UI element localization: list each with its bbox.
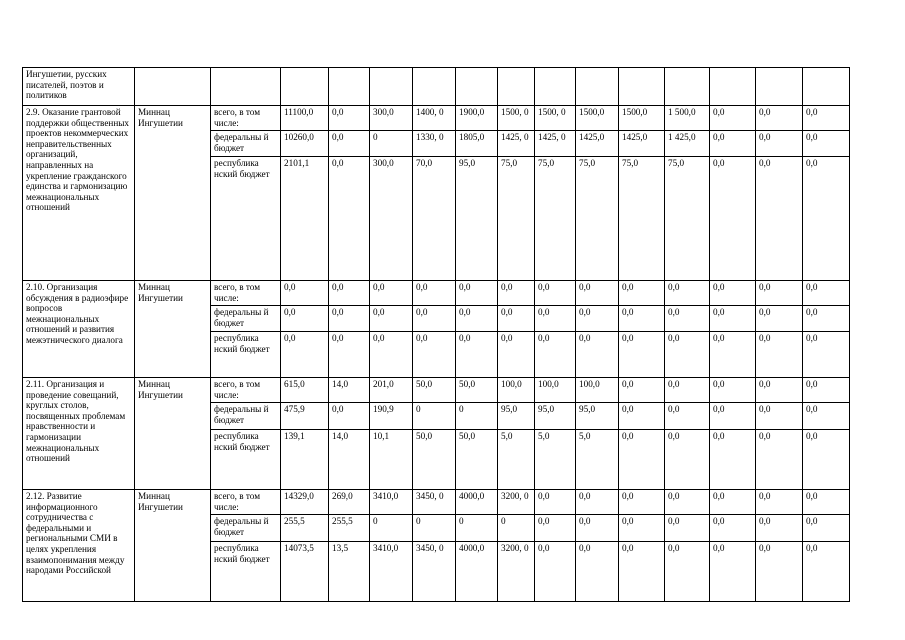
value-cell: 75,0 <box>535 157 576 281</box>
value-cell: 0,0 <box>329 106 370 131</box>
value-cell: 0,0 <box>665 515 710 542</box>
value-cell: 0,0 <box>576 515 619 542</box>
funding-source-cell: республика нский бюджет <box>211 430 281 490</box>
value-cell: 1425,0 <box>576 131 619 157</box>
value-cell: 0,0 <box>803 378 850 403</box>
value-cell: 0,0 <box>619 281 665 306</box>
value-cell: 0,0 <box>803 306 850 332</box>
value-cell: 0,0 <box>535 306 576 332</box>
value-cell: 50,0 <box>456 378 498 403</box>
value-cell: 0,0 <box>329 403 370 430</box>
value-cell: 14073,5 <box>281 542 329 602</box>
value-cell: 0,0 <box>413 306 456 332</box>
value-cell: 0,0 <box>756 157 803 281</box>
value-cell <box>756 68 803 106</box>
value-cell: 95,0 <box>535 403 576 430</box>
value-cell: 0,0 <box>665 403 710 430</box>
value-cell: 1805,0 <box>456 131 498 157</box>
value-cell <box>803 68 850 106</box>
value-cell: 0,0 <box>756 403 803 430</box>
value-cell: 11100,0 <box>281 106 329 131</box>
value-cell: 0,0 <box>665 542 710 602</box>
value-cell: 0,0 <box>576 281 619 306</box>
value-cell: 50,0 <box>413 378 456 403</box>
value-cell: 0,0 <box>803 157 850 281</box>
funding-source-cell: федеральны й бюджет <box>211 403 281 430</box>
value-cell: 300,0 <box>370 106 413 131</box>
value-cell: 0,0 <box>329 157 370 281</box>
value-cell: 0 <box>456 403 498 430</box>
value-cell: 0,0 <box>281 281 329 306</box>
value-cell: 0 <box>413 515 456 542</box>
measure-name-cell: 2.11. Организация и проведение совещаний, круглых столов, посвященных проблемам нравственности и гармонизации межнациональных отношений <box>23 378 135 490</box>
value-cell: 1500,0 <box>576 106 619 131</box>
measure-name-cell: 2.9. Оказание грантовой поддержки общественных проектов некоммерческих неправительственных организаций, направленных на укрепление гражданского единства и гармонизацию межнациональных отношений <box>23 106 135 281</box>
value-cell: 75,0 <box>576 157 619 281</box>
value-cell: 0,0 <box>710 106 756 131</box>
value-cell: 0,0 <box>803 430 850 490</box>
value-cell: 1425,0 <box>619 131 665 157</box>
value-cell: 0,0 <box>710 131 756 157</box>
value-cell: 0,0 <box>413 332 456 378</box>
value-cell: 1500, 0 <box>535 106 576 131</box>
value-cell <box>413 68 456 106</box>
value-cell: 615,0 <box>281 378 329 403</box>
value-cell: 0,0 <box>535 332 576 378</box>
value-cell: 1 425,0 <box>665 131 710 157</box>
funding-source-cell: республика нский бюджет <box>211 542 281 602</box>
value-cell: 0,0 <box>498 332 535 378</box>
executor-cell: Миннац Ингушетии <box>135 490 211 602</box>
value-cell: 0,0 <box>756 306 803 332</box>
value-cell: 0,0 <box>803 106 850 131</box>
value-cell: 269,0 <box>329 490 370 515</box>
value-cell: 0,0 <box>619 542 665 602</box>
value-cell: 3450, 0 <box>413 490 456 515</box>
value-cell: 0,0 <box>665 430 710 490</box>
value-cell: 0,0 <box>665 378 710 403</box>
value-cell: 0,0 <box>370 332 413 378</box>
value-cell: 0,0 <box>803 515 850 542</box>
value-cell: 3200, 0 <box>498 542 535 602</box>
value-cell: 255,5 <box>329 515 370 542</box>
value-cell: 0 <box>498 515 535 542</box>
value-cell: 0,0 <box>710 542 756 602</box>
value-cell: 0,0 <box>710 403 756 430</box>
funding-source-cell: республика нский бюджет <box>211 332 281 378</box>
table-row <box>23 490 850 515</box>
value-cell: 0,0 <box>456 306 498 332</box>
value-cell: 139,1 <box>281 430 329 490</box>
value-cell: 0,0 <box>665 332 710 378</box>
value-cell: 0,0 <box>456 281 498 306</box>
value-cell: 0,0 <box>619 332 665 378</box>
value-cell: 0,0 <box>803 281 850 306</box>
value-cell <box>665 68 710 106</box>
value-cell: 3450, 0 <box>413 542 456 602</box>
value-cell: 1900,0 <box>456 106 498 131</box>
value-cell: 3410,0 <box>370 490 413 515</box>
value-cell: 201,0 <box>370 378 413 403</box>
value-cell: 2101,1 <box>281 157 329 281</box>
value-cell: 0 <box>456 515 498 542</box>
value-cell: 0 <box>413 403 456 430</box>
value-cell: 0,0 <box>576 332 619 378</box>
value-cell <box>211 68 281 106</box>
value-cell: 0,0 <box>370 306 413 332</box>
value-cell: 0,0 <box>710 281 756 306</box>
value-cell: 0,0 <box>619 490 665 515</box>
value-cell <box>281 68 329 106</box>
funding-source-cell: всего, в том числе: <box>211 378 281 403</box>
value-cell: 1500,0 <box>619 106 665 131</box>
value-cell: 0 <box>370 131 413 157</box>
value-cell: 1400, 0 <box>413 106 456 131</box>
value-cell: 0,0 <box>498 306 535 332</box>
value-cell: 0,0 <box>329 281 370 306</box>
value-cell: 0,0 <box>329 131 370 157</box>
value-cell: 0,0 <box>535 490 576 515</box>
value-cell: 5,0 <box>535 430 576 490</box>
value-cell: 50,0 <box>456 430 498 490</box>
budget-table <box>22 67 850 602</box>
continued-row <box>23 68 850 106</box>
value-cell: 95,0 <box>498 403 535 430</box>
value-cell: 10260,0 <box>281 131 329 157</box>
funding-source-cell: федеральны й бюджет <box>211 515 281 542</box>
value-cell: 1500, 0 <box>498 106 535 131</box>
measure-name-cell: 2.12. Развитие информационного сотрудничества с федеральными и региональными СМИ в целях укрепления взаимопонимания между народами Российской <box>23 490 135 602</box>
value-cell <box>576 68 619 106</box>
table-row <box>23 106 850 131</box>
value-cell: 0,0 <box>756 281 803 306</box>
value-cell <box>535 68 576 106</box>
value-cell: 0,0 <box>619 403 665 430</box>
value-cell: 0,0 <box>756 430 803 490</box>
value-cell: 0,0 <box>710 515 756 542</box>
value-cell: 0,0 <box>803 332 850 378</box>
funding-source-cell: федеральны й бюджет <box>211 306 281 332</box>
value-cell: 300,0 <box>370 157 413 281</box>
value-cell: 0,0 <box>576 542 619 602</box>
value-cell: 0,0 <box>710 306 756 332</box>
funding-source-cell: всего, в том числе: <box>211 490 281 515</box>
value-cell: 0,0 <box>535 281 576 306</box>
value-cell: 75,0 <box>498 157 535 281</box>
value-cell: 0,0 <box>576 306 619 332</box>
measure-name-cell: Ингушетии, русских писателей, поэтов и политиков <box>23 68 135 106</box>
value-cell: 0,0 <box>535 515 576 542</box>
value-cell: 0,0 <box>756 332 803 378</box>
table-row <box>23 281 850 306</box>
value-cell: 50,0 <box>413 430 456 490</box>
value-cell: 14,0 <box>329 430 370 490</box>
funding-source-cell: республика нский бюджет <box>211 157 281 281</box>
value-cell: 0,0 <box>413 281 456 306</box>
value-cell: 100,0 <box>535 378 576 403</box>
value-cell: 95,0 <box>456 157 498 281</box>
value-cell: 14,0 <box>329 378 370 403</box>
table-body <box>23 68 850 602</box>
value-cell: 0,0 <box>756 490 803 515</box>
value-cell: 75,0 <box>665 157 710 281</box>
value-cell: 0,0 <box>803 403 850 430</box>
executor-cell <box>135 68 211 106</box>
value-cell <box>329 68 370 106</box>
value-cell <box>498 68 535 106</box>
value-cell: 0,0 <box>281 306 329 332</box>
table-row <box>23 378 850 403</box>
value-cell: 475,9 <box>281 403 329 430</box>
value-cell: 0 <box>370 515 413 542</box>
value-cell: 0,0 <box>619 515 665 542</box>
value-cell: 0,0 <box>803 542 850 602</box>
value-cell: 100,0 <box>498 378 535 403</box>
value-cell: 0,0 <box>665 281 710 306</box>
value-cell: 0,0 <box>665 306 710 332</box>
value-cell: 0,0 <box>803 490 850 515</box>
value-cell: 255,5 <box>281 515 329 542</box>
value-cell: 1425, 0 <box>535 131 576 157</box>
value-cell: 0,0 <box>535 542 576 602</box>
value-cell: 4000,0 <box>456 542 498 602</box>
executor-cell: Миннац Ингушетии <box>135 281 211 378</box>
value-cell: 3200, 0 <box>498 490 535 515</box>
value-cell: 0,0 <box>619 306 665 332</box>
value-cell: 0,0 <box>456 332 498 378</box>
value-cell: 0,0 <box>710 490 756 515</box>
executor-cell: Миннац Ингушетии <box>135 106 211 281</box>
value-cell: 70,0 <box>413 157 456 281</box>
value-cell: 0,0 <box>498 281 535 306</box>
value-cell: 1 500,0 <box>665 106 710 131</box>
value-cell <box>456 68 498 106</box>
value-cell: 0,0 <box>576 490 619 515</box>
value-cell: 0,0 <box>756 542 803 602</box>
value-cell: 0,0 <box>710 378 756 403</box>
executor-cell: Миннац Ингушетии <box>135 378 211 490</box>
value-cell: 0,0 <box>803 131 850 157</box>
value-cell: 1330, 0 <box>413 131 456 157</box>
value-cell: 13,5 <box>329 542 370 602</box>
value-cell: 0,0 <box>370 281 413 306</box>
value-cell: 0,0 <box>756 131 803 157</box>
value-cell <box>710 68 756 106</box>
funding-source-cell: всего, в том числе: <box>211 106 281 131</box>
value-cell: 75,0 <box>619 157 665 281</box>
value-cell: 190,9 <box>370 403 413 430</box>
value-cell: 10,1 <box>370 430 413 490</box>
value-cell: 95,0 <box>576 403 619 430</box>
value-cell: 1425, 0 <box>498 131 535 157</box>
value-cell: 0,0 <box>329 332 370 378</box>
value-cell: 0,0 <box>281 332 329 378</box>
value-cell <box>370 68 413 106</box>
value-cell: 0,0 <box>329 306 370 332</box>
value-cell <box>619 68 665 106</box>
value-cell: 0,0 <box>665 490 710 515</box>
value-cell: 100,0 <box>576 378 619 403</box>
value-cell: 0,0 <box>710 430 756 490</box>
value-cell: 0,0 <box>756 515 803 542</box>
value-cell: 0,0 <box>710 332 756 378</box>
value-cell: 14329,0 <box>281 490 329 515</box>
funding-source-cell: всего, в том числе: <box>211 281 281 306</box>
value-cell: 0,0 <box>619 430 665 490</box>
measure-name-cell: 2.10. Организация обсуждения в радиоэфире вопросов межнациональных отношений и развития межэтнического диалога <box>23 281 135 378</box>
value-cell: 3410,0 <box>370 542 413 602</box>
value-cell: 0,0 <box>619 378 665 403</box>
value-cell: 4000,0 <box>456 490 498 515</box>
value-cell: 5,0 <box>498 430 535 490</box>
value-cell: 0,0 <box>756 106 803 131</box>
funding-source-cell: федеральны й бюджет <box>211 131 281 157</box>
value-cell: 0,0 <box>710 157 756 281</box>
value-cell: 5,0 <box>576 430 619 490</box>
value-cell: 0,0 <box>756 378 803 403</box>
